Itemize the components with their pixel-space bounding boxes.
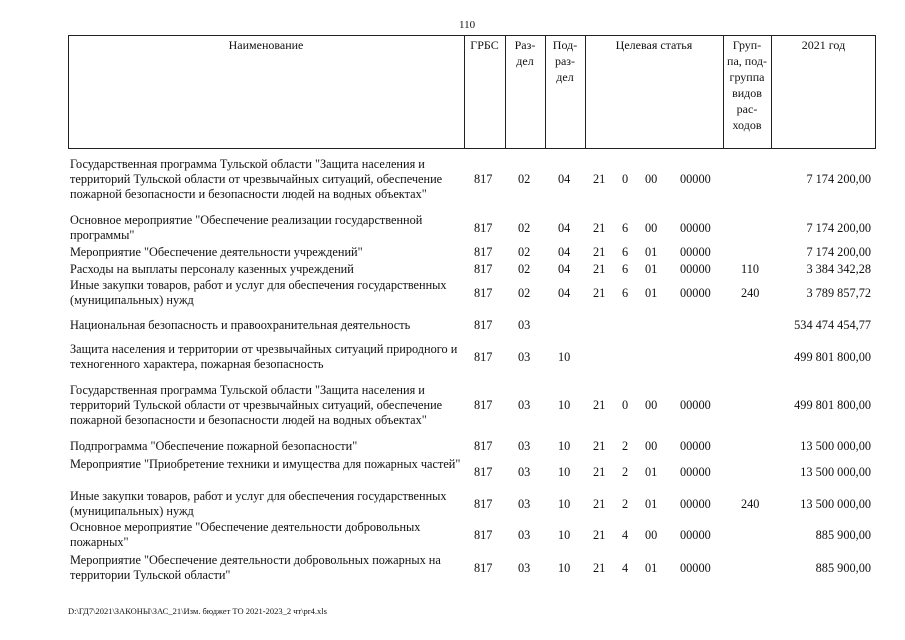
cell-amount: 7 174 200,00 bbox=[806, 245, 871, 259]
cell-target-program: 21 bbox=[593, 561, 606, 575]
row-name: Основное мероприятие "Обеспечение деятельности добровольных пожарных" bbox=[70, 520, 421, 549]
cell-podrazdel: 10 bbox=[558, 561, 571, 575]
cell-target-subprogram: 4 bbox=[622, 561, 629, 575]
cell-razdel: 03 bbox=[518, 398, 531, 412]
cell-amount: 3 384 342,28 bbox=[806, 262, 871, 276]
row-name: Национальная безопасность и правоохранительная деятельность bbox=[70, 318, 411, 332]
cell-target-direction: 00000 bbox=[680, 465, 711, 479]
cell-grbs: 817 bbox=[474, 262, 493, 276]
cell-group: 110 bbox=[741, 262, 759, 276]
cell-razdel: 03 bbox=[518, 528, 531, 542]
cell-target-event: 01 bbox=[645, 245, 658, 259]
cell-amount: 13 500 000,00 bbox=[800, 465, 871, 479]
cell-amount: 885 900,00 bbox=[815, 528, 871, 542]
cell-target-subprogram: 0 bbox=[622, 398, 629, 412]
cell-target-program: 21 bbox=[593, 172, 606, 186]
cell-razdel: 02 bbox=[518, 245, 531, 259]
row-name: Государственная программа Тульской области "Защита населения и территорий Тульской области от чрезвычайных ситуаций, обеспечение пожарной безопасности и безопасности людей на водных объектах" bbox=[70, 157, 443, 201]
cell-amount: 3 789 857,72 bbox=[806, 286, 871, 300]
cell-target-program: 21 bbox=[593, 245, 606, 259]
cell-razdel: 02 bbox=[518, 286, 531, 300]
cell-target-event: 01 bbox=[645, 497, 658, 511]
cell-target-direction: 00000 bbox=[680, 497, 711, 511]
cell-target-subprogram: 6 bbox=[622, 245, 629, 259]
cell-razdel: 02 bbox=[518, 221, 531, 235]
cell-grbs: 817 bbox=[474, 350, 493, 364]
cell-razdel: 02 bbox=[518, 172, 531, 186]
cell-podrazdel: 04 bbox=[558, 221, 571, 235]
file-path-footer: D:\ГД7\2021\ЗАКОНЫ\ЗАС_21\Изм. бюджет ТО 2021-2023_2 чт\pr4.xls bbox=[68, 606, 327, 616]
row-name: Подпрограмма "Обеспечение пожарной безопасности" bbox=[70, 439, 358, 453]
cell-amount: 534 474 454,77 bbox=[794, 318, 871, 332]
cell-target-program: 21 bbox=[593, 398, 606, 412]
cell-amount: 885 900,00 bbox=[815, 561, 871, 575]
cell-podrazdel: 10 bbox=[558, 465, 571, 479]
cell-target-event: 00 bbox=[645, 221, 658, 235]
cell-target-subprogram: 6 bbox=[622, 221, 629, 235]
cell-target-event: 00 bbox=[645, 172, 658, 186]
cell-target-subprogram: 2 bbox=[622, 439, 629, 453]
cell-amount: 499 801 800,00 bbox=[794, 398, 871, 412]
row-name: Мероприятие "Обеспечение деятельности добровольных пожарных на территории Тульской области" bbox=[70, 553, 441, 582]
cell-razdel: 03 bbox=[518, 561, 531, 575]
cell-podrazdel: 10 bbox=[558, 497, 571, 511]
cell-target-program: 21 bbox=[593, 439, 606, 453]
row-name: Государственная программа Тульской области "Защита населения и территорий Тульской области от чрезвычайных ситуаций, обеспечение пожарной безопасности и безопасности людей на водных объектах" bbox=[70, 383, 443, 427]
header-target: Целевая статья bbox=[615, 38, 693, 52]
cell-target-subprogram: 6 bbox=[622, 286, 629, 300]
row-name: Основное мероприятие "Обеспечение реализации государственной программы" bbox=[70, 213, 423, 242]
row-name: Мероприятие "Обеспечение деятельности учреждений" bbox=[70, 245, 363, 259]
cell-target-event: 01 bbox=[645, 561, 658, 575]
header-razdel: Раз- дел bbox=[514, 38, 536, 68]
cell-podrazdel: 04 bbox=[558, 245, 571, 259]
row-name: Иные закупки товаров, работ и услуг для обеспечения государственных (муниципальных) нужд bbox=[70, 278, 447, 307]
cell-target-program: 21 bbox=[593, 528, 606, 542]
cell-target-direction: 00000 bbox=[680, 262, 711, 276]
cell-amount: 7 174 200,00 bbox=[806, 172, 871, 186]
cell-grbs: 817 bbox=[474, 561, 493, 575]
cell-target-direction: 00000 bbox=[680, 245, 711, 259]
cell-razdel: 03 bbox=[518, 465, 531, 479]
cell-razdel: 03 bbox=[518, 318, 531, 332]
header-podrazdel: Под- раз- дел bbox=[552, 38, 578, 84]
cell-target-direction: 00000 bbox=[680, 398, 711, 412]
cell-podrazdel: 10 bbox=[558, 528, 571, 542]
cell-target-direction: 00000 bbox=[680, 172, 711, 186]
row-name: Иные закупки товаров, работ и услуг для обеспечения государственных (муниципальных) нужд bbox=[70, 489, 447, 518]
cell-podrazdel: 10 bbox=[558, 439, 571, 453]
cell-grbs: 817 bbox=[474, 439, 493, 453]
cell-target-event: 00 bbox=[645, 528, 658, 542]
header-grbs: ГРБС bbox=[470, 38, 499, 52]
cell-target-event: 00 bbox=[645, 439, 658, 453]
cell-target-event: 01 bbox=[645, 286, 658, 300]
cell-target-event: 00 bbox=[645, 398, 658, 412]
cell-razdel: 02 bbox=[518, 262, 531, 276]
cell-podrazdel: 04 bbox=[558, 262, 571, 276]
cell-target-program: 21 bbox=[593, 221, 606, 235]
cell-amount: 499 801 800,00 bbox=[794, 350, 871, 364]
cell-target-subprogram: 4 bbox=[622, 528, 629, 542]
cell-target-program: 21 bbox=[593, 262, 606, 276]
cell-podrazdel: 10 bbox=[558, 350, 571, 364]
cell-target-direction: 00000 bbox=[680, 439, 711, 453]
cell-target-event: 01 bbox=[645, 262, 658, 276]
cell-grbs: 817 bbox=[474, 245, 493, 259]
header-group: Груп- па, под- группа видов рас- ходов bbox=[727, 38, 767, 132]
page-number: 110 bbox=[459, 19, 476, 31]
cell-amount: 13 500 000,00 bbox=[800, 497, 871, 511]
header-year: 2021 год bbox=[801, 38, 846, 52]
cell-podrazdel: 10 bbox=[558, 398, 571, 412]
cell-grbs: 817 bbox=[474, 318, 493, 332]
cell-target-direction: 00000 bbox=[680, 221, 711, 235]
cell-razdel: 03 bbox=[518, 497, 531, 511]
cell-grbs: 817 bbox=[474, 528, 493, 542]
cell-group: 240 bbox=[741, 286, 760, 300]
cell-grbs: 817 bbox=[474, 465, 493, 479]
cell-razdel: 03 bbox=[518, 350, 531, 364]
cell-target-subprogram: 2 bbox=[622, 497, 629, 511]
cell-amount: 13 500 000,00 bbox=[800, 439, 871, 453]
cell-group: 240 bbox=[741, 497, 760, 511]
cell-target-program: 21 bbox=[593, 465, 606, 479]
row-name: Расходы на выплаты персоналу казенных учреждений bbox=[70, 262, 354, 276]
cell-grbs: 817 bbox=[474, 172, 493, 186]
cell-razdel: 03 bbox=[518, 439, 531, 453]
cell-podrazdel: 04 bbox=[558, 286, 571, 300]
cell-target-direction: 00000 bbox=[680, 528, 711, 542]
cell-target-subprogram: 0 bbox=[622, 172, 629, 186]
cell-grbs: 817 bbox=[474, 497, 493, 511]
cell-target-direction: 00000 bbox=[680, 561, 711, 575]
header-name: Наименование bbox=[228, 38, 304, 52]
cell-grbs: 817 bbox=[474, 398, 493, 412]
cell-target-event: 01 bbox=[645, 465, 658, 479]
cell-target-subprogram: 2 bbox=[622, 465, 629, 479]
row-name: Защита населения и территории от чрезвычайных ситуаций природного и техногенного характера, пожарная безопасность bbox=[70, 342, 458, 371]
cell-podrazdel: 04 bbox=[558, 172, 571, 186]
cell-amount: 7 174 200,00 bbox=[806, 221, 871, 235]
cell-target-program: 21 bbox=[593, 497, 606, 511]
cell-grbs: 817 bbox=[474, 221, 493, 235]
cell-grbs: 817 bbox=[474, 286, 493, 300]
row-name: Мероприятие "Приобретение техники и имущества для пожарных частей" bbox=[70, 457, 461, 471]
cell-target-program: 21 bbox=[593, 286, 606, 300]
cell-target-direction: 00000 bbox=[680, 286, 711, 300]
cell-target-subprogram: 6 bbox=[622, 262, 629, 276]
